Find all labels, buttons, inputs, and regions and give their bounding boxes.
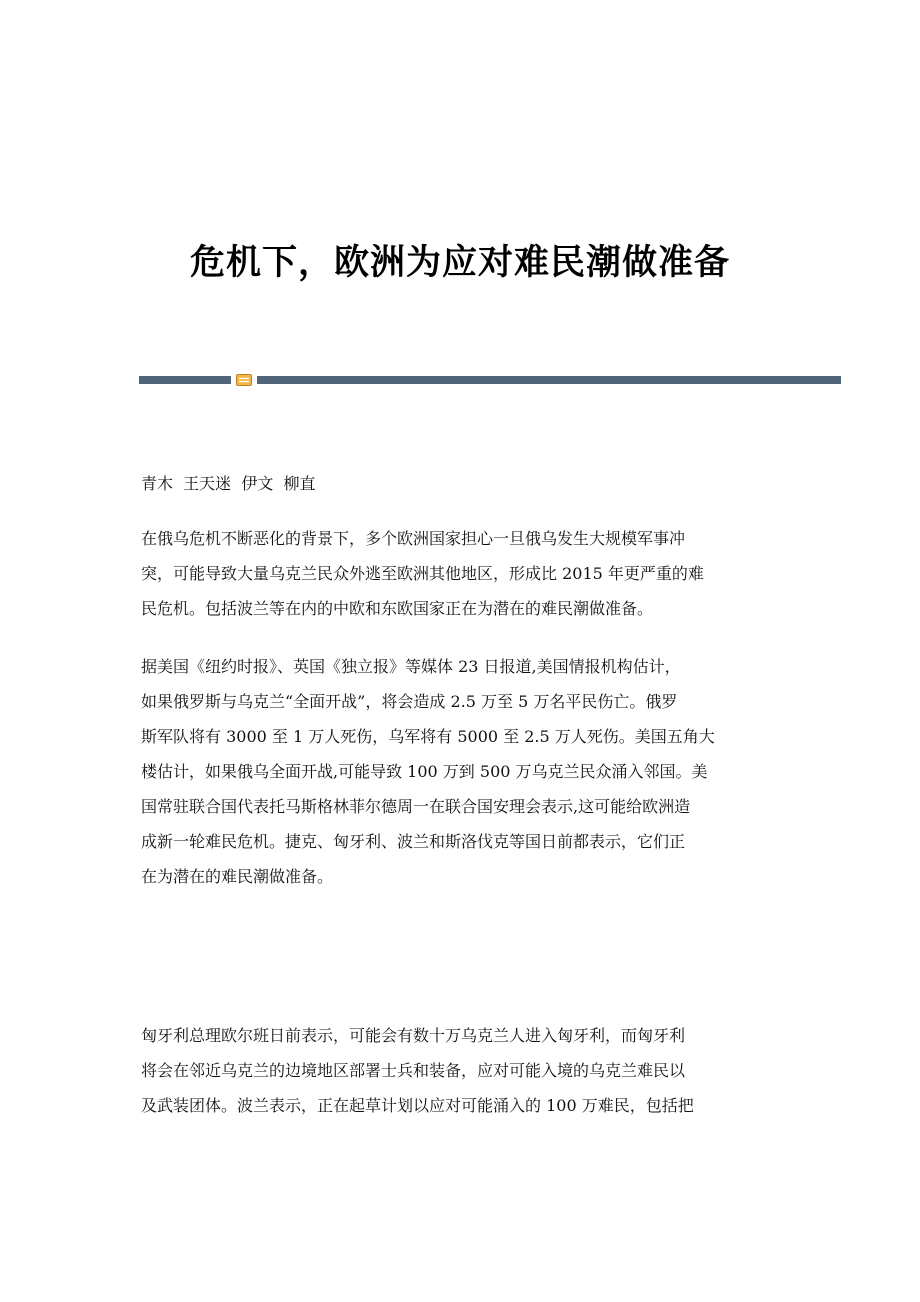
paragraph-line: 斯军队将有 3000 至 1 万人死伤，乌军将有 5000 至 2.5 万人死伤。美国五角大 [141, 727, 715, 746]
paragraph-line: 将会在邻近乌克兰的边境地区部署士兵和装备，应对可能入境的乌克兰难民以 [141, 1061, 686, 1080]
envelope-icon [236, 374, 252, 386]
author-line: 青木 王天迷 伊文 柳直 [141, 474, 316, 493]
title-divider-right [257, 376, 841, 384]
paragraph-line: 据美国《纽约时报》、英国《独立报》等媒体 23 日报道,美国情报机构估计， [141, 657, 681, 676]
title-divider-left [139, 376, 231, 384]
paragraph-1 [141, 521, 781, 626]
paragraph-line: 及武装团体。波兰表示，正在起草计划以应对可能涌入的 100 万难民，包括把 [141, 1096, 694, 1115]
paragraph-line: 民危机。包括波兰等在内的中欧和东欧国家正在为潜在的难民潮做准备。 [141, 599, 654, 618]
paragraph-3 [141, 1018, 781, 1123]
paragraph-line: 如果俄罗斯与乌克兰“全面开战”，将会造成 2.5 万至 5 万名平民伤亡。俄罗 [141, 692, 678, 711]
paragraph-2 [141, 649, 781, 894]
paragraph-line: 成新一轮难民危机。捷克、匈牙利、波兰和斯洛伐克等国日前都表示，它们正 [141, 832, 686, 851]
paragraph-line: 匈牙利总理欧尔班日前表示，可能会有数十万乌克兰人进入匈牙利，而匈牙利 [141, 1026, 686, 1045]
paragraph-line: 在为潜在的难民潮做准备。 [141, 867, 334, 886]
document-title: 危机下，欧洲为应对难民潮做准备 [189, 242, 730, 284]
paragraph-line: 突，可能导致大量乌克兰民众外逃至欧洲其他地区，形成比 2015 年更严重的难 [141, 564, 704, 583]
paragraph-line: 国常驻联合国代表托马斯格林菲尔德周一在联合国安理会表示,这可能给欧洲造 [141, 797, 691, 816]
paragraph-line: 楼估计，如果俄乌全面开战,可能导致 100 万到 500 万乌克兰民众涌入邻国。美 [141, 762, 708, 781]
paragraph-line: 在俄乌危机不断恶化的背景下，多个欧洲国家担心一旦俄乌发生大规模军事冲 [141, 529, 686, 548]
